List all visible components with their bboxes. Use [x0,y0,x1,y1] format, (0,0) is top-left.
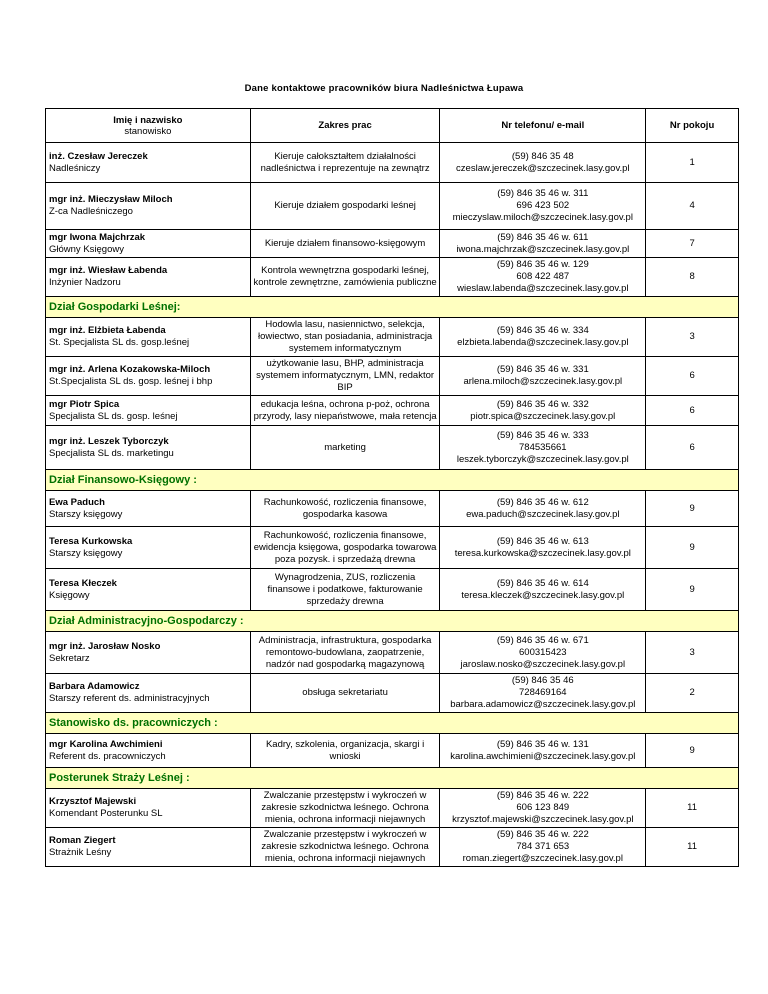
room-number: 3 [646,318,739,357]
contact-line: piotr.spica@szczecinek.lasy.gov.pl [470,410,616,422]
duties-cell [250,143,440,183]
header-contact: Nr telefonu/ e-mail [440,109,646,143]
section-title: Dział Finansowo-Księgowy : [46,470,739,491]
employee-cell [46,396,251,426]
employee-position: Specjalista SL ds. gosp. leśnej [49,410,178,422]
duty-line: gospodarka kasowa [302,508,388,520]
contact-cell [440,569,646,611]
duties-cell [250,357,440,396]
contact-line: 784 371 653 [516,841,570,852]
room-number: 7 [646,230,739,258]
table-row [46,318,739,357]
room-number: 11 [646,789,739,828]
table-body [46,143,739,867]
contact-cell [440,183,646,230]
duty-line: kontrole zewnętrzne, zamówienia publiczne [253,277,437,288]
duty-line: wnioski [329,750,361,762]
room-number: 3 [646,632,739,674]
employee-cell [46,426,251,470]
contact-line: arlena.miloch@szczecinek.lasy.gov.pl [463,376,623,387]
employee-cell [46,674,251,713]
table-row [46,396,739,426]
employee-position: Referent ds. pracowniczych [49,750,166,762]
contact-line: (59) 846 35 46 w. 611 [497,231,589,243]
employee-position: St. Specjalista SL ds. gosp.leśnej [49,337,190,348]
employee-cell [46,183,251,230]
contact-cell [440,632,646,674]
employee-name: mgr inż. Jarosław Nosko [49,640,161,652]
contact-line: ewa.paduch@szczecinek.lasy.gov.pl [466,508,620,520]
duties-cell [250,828,440,867]
duties-cell [250,527,440,569]
contact-cell [440,143,646,183]
table-row [46,632,739,674]
duty-line: sprzedaży drewna [306,595,384,607]
table-row [46,674,739,713]
duty-line: Rachunkowość, rozliczenia finansowe, [263,529,427,541]
section-row [46,611,739,632]
employee-name: mgr inż. Elżbieta Łabenda [49,325,166,336]
duty-line: użytkowanie lasu, BHP, administracja [266,358,424,369]
employee-name: mgr inż. Arlena Kozakowska-Miloch [49,364,211,375]
contact-line: leszek.tyborczyk@szczecinek.lasy.gov.pl [456,453,629,465]
employee-cell [46,789,251,828]
contact-line: wieslaw.labenda@szczecinek.lasy.gov.pl [457,283,629,294]
table-row [46,789,739,828]
contact-cell [440,734,646,768]
employee-name: mgr inż. Leszek Tyborczyk [49,435,169,447]
room-number: 8 [646,258,739,297]
duty-line: Zwalczanie przestępstw i wykroczeń w [263,790,427,801]
duty-line: marketing [324,441,366,453]
contact-line: jaroslaw.nosko@szczecinek.lasy.gov.pl [460,658,626,670]
duties-cell [250,183,440,230]
contact-line: barbara.adamowicz@szczecinek.lasy.gov.pl [450,699,636,710]
employee-cell [46,734,251,768]
room-number: 9 [646,491,739,527]
employee-position: Sekretarz [49,652,90,664]
table-row [46,828,739,867]
contact-line: 608 422 487 [516,271,570,282]
duty-line: Administracja, infrastruktura, gospodarka [258,634,432,646]
room-number: 11 [646,828,739,867]
contact-line: krzysztof.majewski@szczecinek.lasy.gov.pl [452,814,634,825]
duty-line: finansowe i podatkowe, fakturowanie [267,583,423,595]
duty-line: zakresie szkodnictwa leśnego. Ochrona [261,802,429,813]
table-row [46,569,739,611]
contact-line: (59) 846 35 46 w. 311 [497,188,589,199]
employee-position: Specjalista SL ds. marketingu [49,447,174,459]
contact-cell [440,674,646,713]
duty-line: edukacja leśna, ochrona p-poż, ochrona [260,398,430,410]
employee-position: Starszy księgowy [49,508,123,520]
table-row [46,491,739,527]
contact-cell [440,357,646,396]
duty-line: mienia, ochrona informacji niejawnych [264,814,426,825]
duty-line: zakresie szkodnictwa leśnego. Ochrona [261,841,429,852]
section-row [46,713,739,734]
section-row [46,470,739,491]
contact-line: (59) 846 35 46 w. 671 [496,634,589,646]
contact-line: (59) 846 35 48 [511,150,574,162]
duty-line: mienia, ochrona informacji niejawnych [264,853,426,864]
room-number: 6 [646,396,739,426]
employee-name: mgr Iwona Majchrzak [49,231,146,243]
section-title: Dział Administracyjno-Gospodarczy : [46,611,739,632]
employee-position: Starszy referent ds. administracyjnych [49,693,210,704]
duties-cell [250,734,440,768]
duty-line: nadleśnictwa i reprezentuje na zewnątrz [260,162,430,174]
table-row [46,426,739,470]
duty-line: Wynagrodzenia, ZUS, rozliczenia [274,571,416,583]
contact-line: 728469164 [519,687,567,698]
contact-line: 784535661 [519,441,567,453]
duties-cell [250,569,440,611]
duty-line: nadzór nad gospodarką magazynową [265,658,425,670]
contact-line: roman.ziegert@szczecinek.lasy.gov.pl [462,853,623,864]
employee-name: mgr inż. Wiesław Łabenda [49,265,168,276]
duties-cell [250,396,440,426]
duty-line: łowiectwo, stan posiadania, administracja [257,331,433,342]
duties-cell [250,491,440,527]
duty-line: Kieruje działem finansowo-księgowym [264,237,426,249]
duty-line: BIP [337,382,353,393]
duties-cell [250,258,440,297]
employee-name: Ewa Paduch [49,496,105,508]
room-number: 9 [646,569,739,611]
employee-position: Nadleśniczy [49,162,101,174]
section-title: Posterunek Straży Leśnej : [46,768,739,789]
duty-line: Kieruje całokształtem działalności [274,150,416,162]
employee-name: inż. Czesław Jereczek [49,150,148,162]
room-number: 6 [646,426,739,470]
contact-cell [440,491,646,527]
contact-line: 606 123 849 [516,802,570,813]
duties-cell [250,426,440,470]
duties-cell [250,318,440,357]
employee-name: Barbara Adamowicz [49,681,140,692]
employee-cell [46,491,251,527]
contact-line: (59) 846 35 46 w. 129 [496,259,589,270]
employee-cell [46,527,251,569]
duties-cell [250,789,440,828]
section-row [46,768,739,789]
section-title: Stanowisko ds. pracowniczych : [46,713,739,734]
contact-line: iwona.majchrzak@szczecinek.lasy.gov.pl [456,243,630,255]
contact-cell [440,258,646,297]
duty-line: remontowo-budowlana, zaopatrzenie, [265,646,425,658]
duty-line: Kontrola wewnętrzna gospodarki leśnej, [261,265,430,276]
contact-line: (59) 846 35 46 w. 131 [496,738,589,750]
header-name-label: Imię i nazwisko [113,114,183,126]
header-position-label: stanowisko [124,125,172,137]
header-name-position [46,109,251,143]
employee-name: mgr Karolina Awchimieni [49,738,163,750]
employee-cell [46,632,251,674]
duty-line: systemem informatycznym, LMN, redaktor [256,370,435,381]
contact-line: elzbieta.labenda@szczecinek.lasy.gov.pl [457,337,629,348]
room-number: 2 [646,674,739,713]
table-row [46,734,739,768]
employee-position: Z-ca Nadleśniczego [49,206,133,217]
contact-cell [440,426,646,470]
duty-line: obsługa sekretariatu [302,687,388,698]
employee-cell [46,569,251,611]
table-row [46,143,739,183]
room-number: 4 [646,183,739,230]
employee-name: mgr inż. Mieczysław Miloch [49,194,173,205]
duty-line: Zwalczanie przestępstw i wykroczeń w [263,829,427,840]
room-number: 1 [646,143,739,183]
contact-line: czeslaw.jereczek@szczecinek.lasy.gov.pl [456,162,630,174]
contact-line: teresa.kleczek@szczecinek.lasy.gov.pl [461,589,625,601]
contact-line: (59) 846 35 46 w. 612 [496,496,589,508]
contact-line: 600315423 [519,646,567,658]
contact-cell [440,318,646,357]
duties-cell [250,632,440,674]
contact-cell [440,396,646,426]
contact-line: (59) 846 35 46 w. 332 [496,398,589,410]
duty-line: Kieruje działem gospodarki leśnej [274,200,416,211]
table-row [46,258,739,297]
section-title: Dział Gospodarki Leśnej: [46,297,739,318]
table-row [46,357,739,396]
contact-line: mieczyslaw.miloch@szczecinek.lasy.gov.pl [452,212,633,223]
section-row [46,297,739,318]
duties-cell [250,230,440,258]
contact-cell [440,230,646,258]
contact-line: (59) 846 35 46 w. 334 [496,325,589,336]
employee-cell [46,318,251,357]
employee-name: Krzysztof Majewski [49,796,137,807]
duty-line: ewidencja księgowa, gospodarka towarowa [253,541,437,553]
room-number: 9 [646,734,739,768]
employee-name: Teresa Kurkowska [49,535,133,547]
employee-name: Roman Ziegert [49,835,116,846]
table-header-row [46,109,739,143]
duty-line: systemem informatycznym [288,343,402,354]
contact-line: (59) 846 35 46 w. 222 [496,790,589,801]
employee-position: Główny Księgowy [49,243,124,255]
employee-cell [46,230,251,258]
employee-position: Inżynier Nadzoru [49,277,121,288]
contact-line: 696 423 502 [516,200,570,211]
contact-cell [440,828,646,867]
duty-line: Hodowla lasu, nasiennictwo, selekcja, [265,319,425,330]
contact-line: (59) 846 35 46 w. 613 [496,535,589,547]
employee-cell [46,828,251,867]
employee-position: St.Specjalista SL ds. gosp. leśnej i bhp [49,376,213,387]
contact-line: (59) 846 35 46 w. 614 [496,577,589,589]
contact-cell [440,527,646,569]
document-title: Dane kontaktowe pracowników biura Nadleśnictwa Łupawa [244,83,524,94]
table-row [46,230,739,258]
header-room: Nr pokoju [646,109,739,143]
duty-line: poza pozysk. i sprzedażą drewna [274,553,416,565]
employee-position: Strażnik Leśny [49,847,112,858]
duty-line: przyrody, lasy niepaństwowe, mała retencja [253,410,437,422]
employee-position: Starszy księgowy [49,547,123,559]
employee-cell [46,357,251,396]
employee-name: Teresa Kłeczek [49,577,117,589]
room-number: 9 [646,527,739,569]
contact-line: (59) 846 35 46 w. 333 [496,429,589,441]
employee-name: mgr Piotr Spica [49,398,120,410]
employee-cell [46,143,251,183]
employee-cell [46,258,251,297]
table-row [46,527,739,569]
employee-position: Księgowy [49,589,90,601]
duty-line: Kadry, szkolenia, organizacja, skargi i [265,738,425,750]
room-number: 6 [646,357,739,396]
contact-line: karolina.awchimieni@szczecinek.lasy.gov.pl [450,750,636,762]
header-duties: Zakres prac [250,109,440,143]
employee-position: Komendant Posterunku SL [49,808,163,819]
duty-line: Rachunkowość, rozliczenia finansowe, [263,496,427,508]
contact-line: (59) 846 35 46 w. 331 [496,364,589,375]
contact-line: (59) 846 35 46 [511,675,574,686]
contact-cell [440,789,646,828]
duties-cell [250,674,440,713]
contacts-table [45,108,739,867]
contact-line: (59) 846 35 46 w. 222 [496,829,589,840]
table-row [46,183,739,230]
contact-line: teresa.kurkowska@szczecinek.lasy.gov.pl [454,547,631,559]
